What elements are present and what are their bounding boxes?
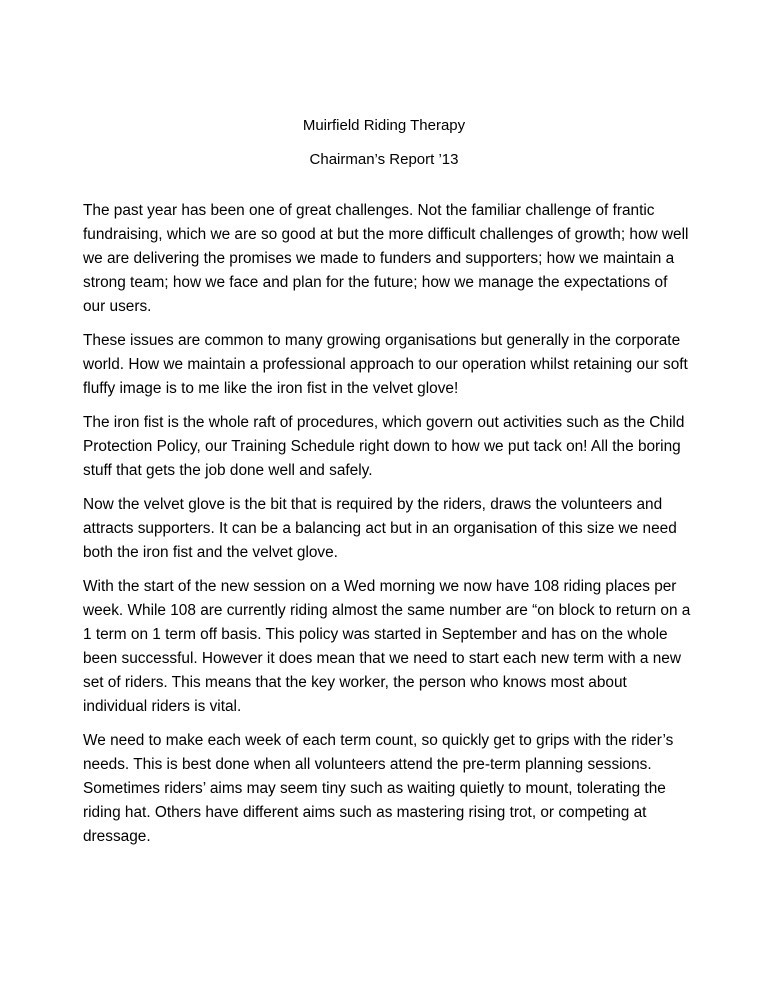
report-title: Chairman’s Report ’13 [309,151,459,168]
report-body [83,199,693,859]
paragraph: With the start of the new session on a Wed morning we now have 108 riding places per week. While 108 are currently riding almost the same number are “on block to return on a 1 term on 1 term off basis. This policy was started in September and has on the whole been successful. However it does mean that we need to start each new term with a new set of riders. This means that the key worker, the person who knows most about individual riders is vital. [83,578,691,715]
document-header [0,117,768,185]
paragraph: Now the velvet glove is the bit that is required by the riders, draws the volunteers and attracts supporters. It can be a balancing act but in an organisation of this size we need both the iron fist and the velvet glove. [83,496,677,561]
paragraph: The past year has been one of great challenges. Not the familiar challenge of frantic fundraising, which we are so good at but the more difficult challenges of growth; how well we are delivering the promises we made to funders and supporters; how we maintain a strong team; how we face and plan for the future; how we manage the expectations of our users. [83,202,689,315]
paragraph: These issues are common to many growing organisations but generally in the corporate world. How we maintain a professional approach to our operation whilst retaining our soft fluffy image is to me like the iron fist in the velvet glove! [83,332,688,397]
organisation-name: Muirfield Riding Therapy [302,117,466,134]
paragraph: We need to make each week of each term count, so quickly get to grips with the rider’s needs. This is best done when all volunteers attend the pre-term planning sessions. Sometimes riders’ aims may seem tiny such as waiting quietly to mount, tolerating the riding hat. Others have different aims such as mastering rising trot, or competing at dressage. [83,732,674,845]
paragraph: The iron fist is the whole raft of procedures, which govern out activities such as the Child Protection Policy, our Training Schedule right down to how we put tack on! All the boring stuff that gets the job done well and safely. [83,414,685,479]
